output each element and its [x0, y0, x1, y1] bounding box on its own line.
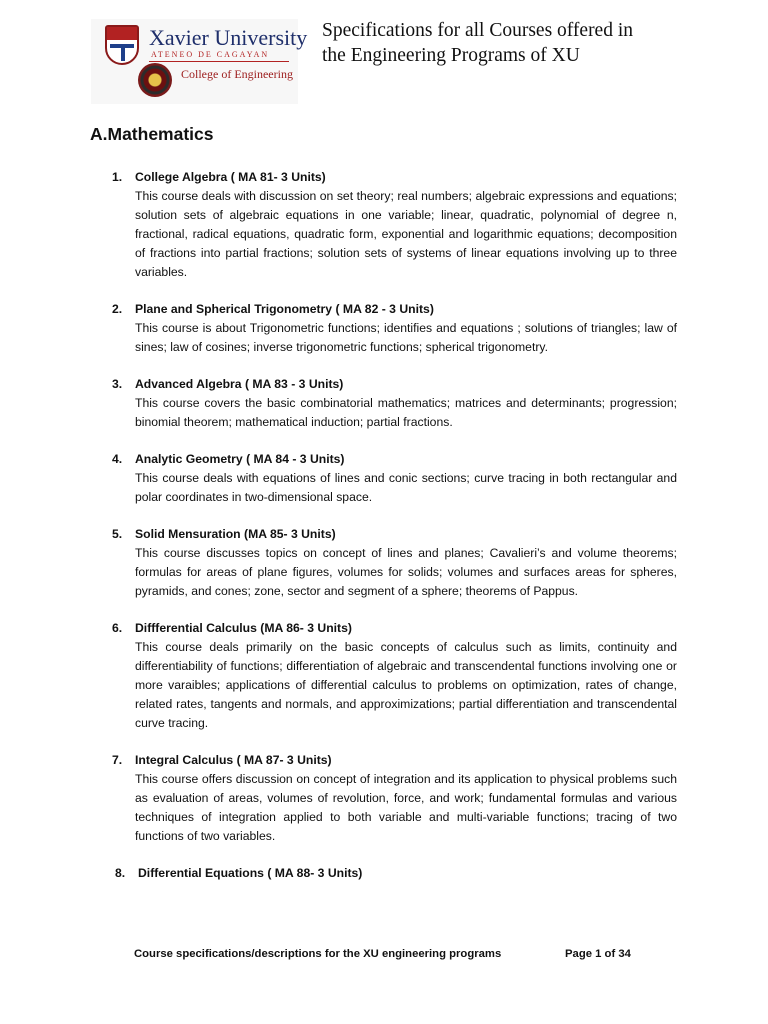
- course-number: 6.: [112, 621, 123, 635]
- course-number: 7.: [112, 753, 123, 767]
- course-item: [0, 375, 768, 432]
- course-number: 5.: [112, 527, 123, 541]
- course-title: Solid Mensuration (MA 85- 3 Units): [135, 527, 336, 541]
- course-description: This course is about Trigonometric functions; identifies and equations ; solutions of triangles; law of sines; law of cosines; inverse trigonometric functions; spherical trigonometry.: [135, 321, 677, 354]
- document-title: [322, 18, 742, 68]
- course-number: 1.: [112, 170, 123, 184]
- course-title: Diffferential Calculus (MA 86- 3 Units): [135, 621, 352, 635]
- course-item: [0, 300, 768, 357]
- course-item: [0, 619, 768, 733]
- document-title-line-2: the Engineering Programs of XU: [322, 45, 580, 66]
- course-description: This course deals with equations of lines and conic sections; curve tracing in both rectangular and polar coordinates in two-dimensional space.: [135, 471, 677, 504]
- course-item: [0, 525, 768, 601]
- course-description: This course covers the basic combinatorial mathematics; matrices and determinants; progression; binomial theorem; mathematical induction; partial fractions.: [135, 396, 677, 429]
- course-description: This course deals with discussion on set theory; real numbers; algebraic expressions and equations; solution sets of algebraic equations in one variable; linear, quadratic, polynomial of degree n, fractional, radical equations, quadratic form, exponential and logarithmic equations; decomposition of fractions into partial fractions; solution sets of systems of linear equations involving up to three variables.: [135, 189, 677, 279]
- university-logo: [91, 19, 308, 104]
- course-number: 3.: [112, 377, 123, 391]
- course-title: Advanced Algebra ( MA 83 - 3 Units): [135, 377, 344, 391]
- course-title: Analytic Geometry ( MA 84 - 3 Units): [135, 452, 345, 466]
- page-number: Page 1 of 34: [565, 948, 631, 960]
- shield-icon: [105, 25, 139, 65]
- footer-caption: Course specifications/descriptions for the XU engineering programs: [134, 948, 502, 960]
- document-title-line-1: Specifications for all Courses offered in: [322, 20, 634, 41]
- course-description: This course discusses topics on concept of lines and planes; Cavalieri’s and volume theorems; formulas for areas of plane figures, volumes for solids; volumes and surfaces areas for spheres, pyramids, and cones; zone, sector and segment of a sphere; theorems of Pappus.: [135, 546, 677, 598]
- course-description: This course offers discussion on concept of integration and its application to physical problems such as evaluation of areas, volumes of revolution, force, and work; fundamental formulas and various techniques of integration applied to both variable and multi-variable functions; tracing of two functions of two variables.: [135, 772, 677, 843]
- course-title: Plane and Spherical Trigonometry ( MA 82 - 3 Units): [135, 302, 434, 316]
- university-subtitle: ATENEO DE CAGAYAN: [151, 50, 270, 59]
- course-number: 8.: [115, 866, 126, 880]
- course-list: [0, 168, 768, 901]
- university-name: Xavier University: [149, 25, 308, 50]
- section-heading: A.Mathematics: [90, 124, 214, 144]
- course-title: College Algebra ( MA 81- 3 Units): [135, 170, 326, 184]
- course-item: [0, 450, 768, 507]
- course-item: [0, 864, 768, 883]
- course-description: This course deals primarily on the basic concepts of calculus such as limits, continuity and differentiability of functions; differentiation of algebraic and transcendental functions involving one or more varaibles; applications of differential calculus to problems on optimization, rates of change, related rates, tangents and normals, and approximizations; partial differentiation and transcendental curve tracing.: [135, 640, 677, 730]
- course-number: 2.: [112, 302, 123, 316]
- course-item: [0, 751, 768, 846]
- college-name: College of Engineering: [181, 67, 293, 81]
- college-seal-icon: [138, 63, 172, 97]
- course-number: 4.: [112, 452, 123, 466]
- page-header: [0, 0, 768, 110]
- course-title: Integral Calculus ( MA 87- 3 Units): [135, 753, 332, 767]
- logo-divider: [149, 61, 289, 62]
- course-title: Differential Equations ( MA 88- 3 Units): [138, 866, 363, 880]
- page-footer: [0, 948, 768, 968]
- course-item: [0, 168, 768, 282]
